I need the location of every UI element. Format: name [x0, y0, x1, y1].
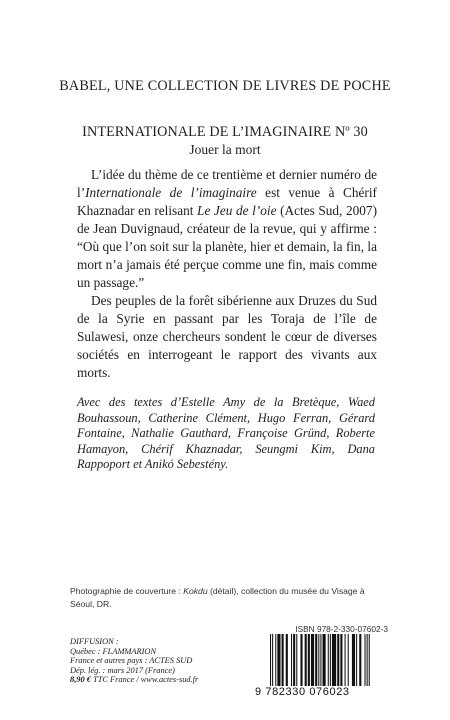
price-details: TTC France / www.actes-sud.fr: [90, 675, 199, 685]
price: 8,90 €: [70, 675, 91, 685]
photo-credit-suffix: (détail), collection du musée du Visage à Séoul, DR.: [70, 586, 365, 609]
distribution-quebec: Québec : FLAMMARION: [70, 646, 157, 656]
para1-italic-journal: Internationale de l’imaginaire: [85, 185, 257, 200]
distribution-france: France et autres pays : ACTES SUD: [70, 656, 193, 666]
para1-text-3: (Actes Sud, 2007) de Jean Duvignaud, créateur de la revue, qui y affirme : “Où que l’on soit sur la planète, hier et demain, la fin, la mort n’a jamais été perçue comme une fin, mais comme un passage.”: [77, 203, 377, 290]
contributors: Avec des textes d’Estelle Amy de la Bretèque, Waed Bouhassoun, Catherine Clément, Hugo Ferran, Gérard Fontaine, Nathalie Gauthard, Françoise Gründ, Roberte Hamayon, Chérif Khaznadar, Seungmi Kim, Dana Rappoport et Anikó Sebestény.: [77, 395, 375, 472]
legal-deposit: Dép. lég. : mars 2017 (France): [70, 665, 175, 675]
distribution-info: [70, 637, 230, 685]
collection-line: BABEL, UNE COLLECTION DE LIVRES DE POCHE: [59, 78, 391, 94]
price-line: [70, 675, 230, 685]
para1-text-2: est venue à Chérif Khaznadar en relisant: [77, 185, 377, 218]
distribution-heading: DIFFUSION :: [70, 637, 119, 646]
description-paragraph-1: [77, 166, 377, 292]
description: [77, 166, 377, 382]
para1-text-1: L’idée du thème de ce trentième et dernier numéro de l’: [77, 167, 377, 200]
isbn: ISBN 978-2-330-07602-3: [295, 624, 388, 634]
book-title: INTERNATIONALE DE L’IMAGINAIRE Nº 30: [82, 124, 368, 140]
book-subtitle: Jouer la mort: [189, 142, 261, 157]
photo-credit-work: Kokdu: [183, 586, 208, 596]
barcode-digits: 9 782330 076023: [255, 686, 350, 698]
photo-credit: [70, 585, 388, 610]
barcode-graphic: [260, 634, 390, 686]
photo-credit-prefix: Photographie de couverture :: [70, 586, 184, 596]
para1-italic-book: Le Jeu de l’oie: [197, 203, 277, 218]
description-paragraph-2: Des peuples de la forêt sibérienne aux Druzes du Sud de la Syrie en passant par les Toraja de l’île de Sulawesi, onze chercheurs sondent le cœur de diverses sociétés en interrogeant le rapport des vivants aux morts.: [77, 293, 377, 380]
